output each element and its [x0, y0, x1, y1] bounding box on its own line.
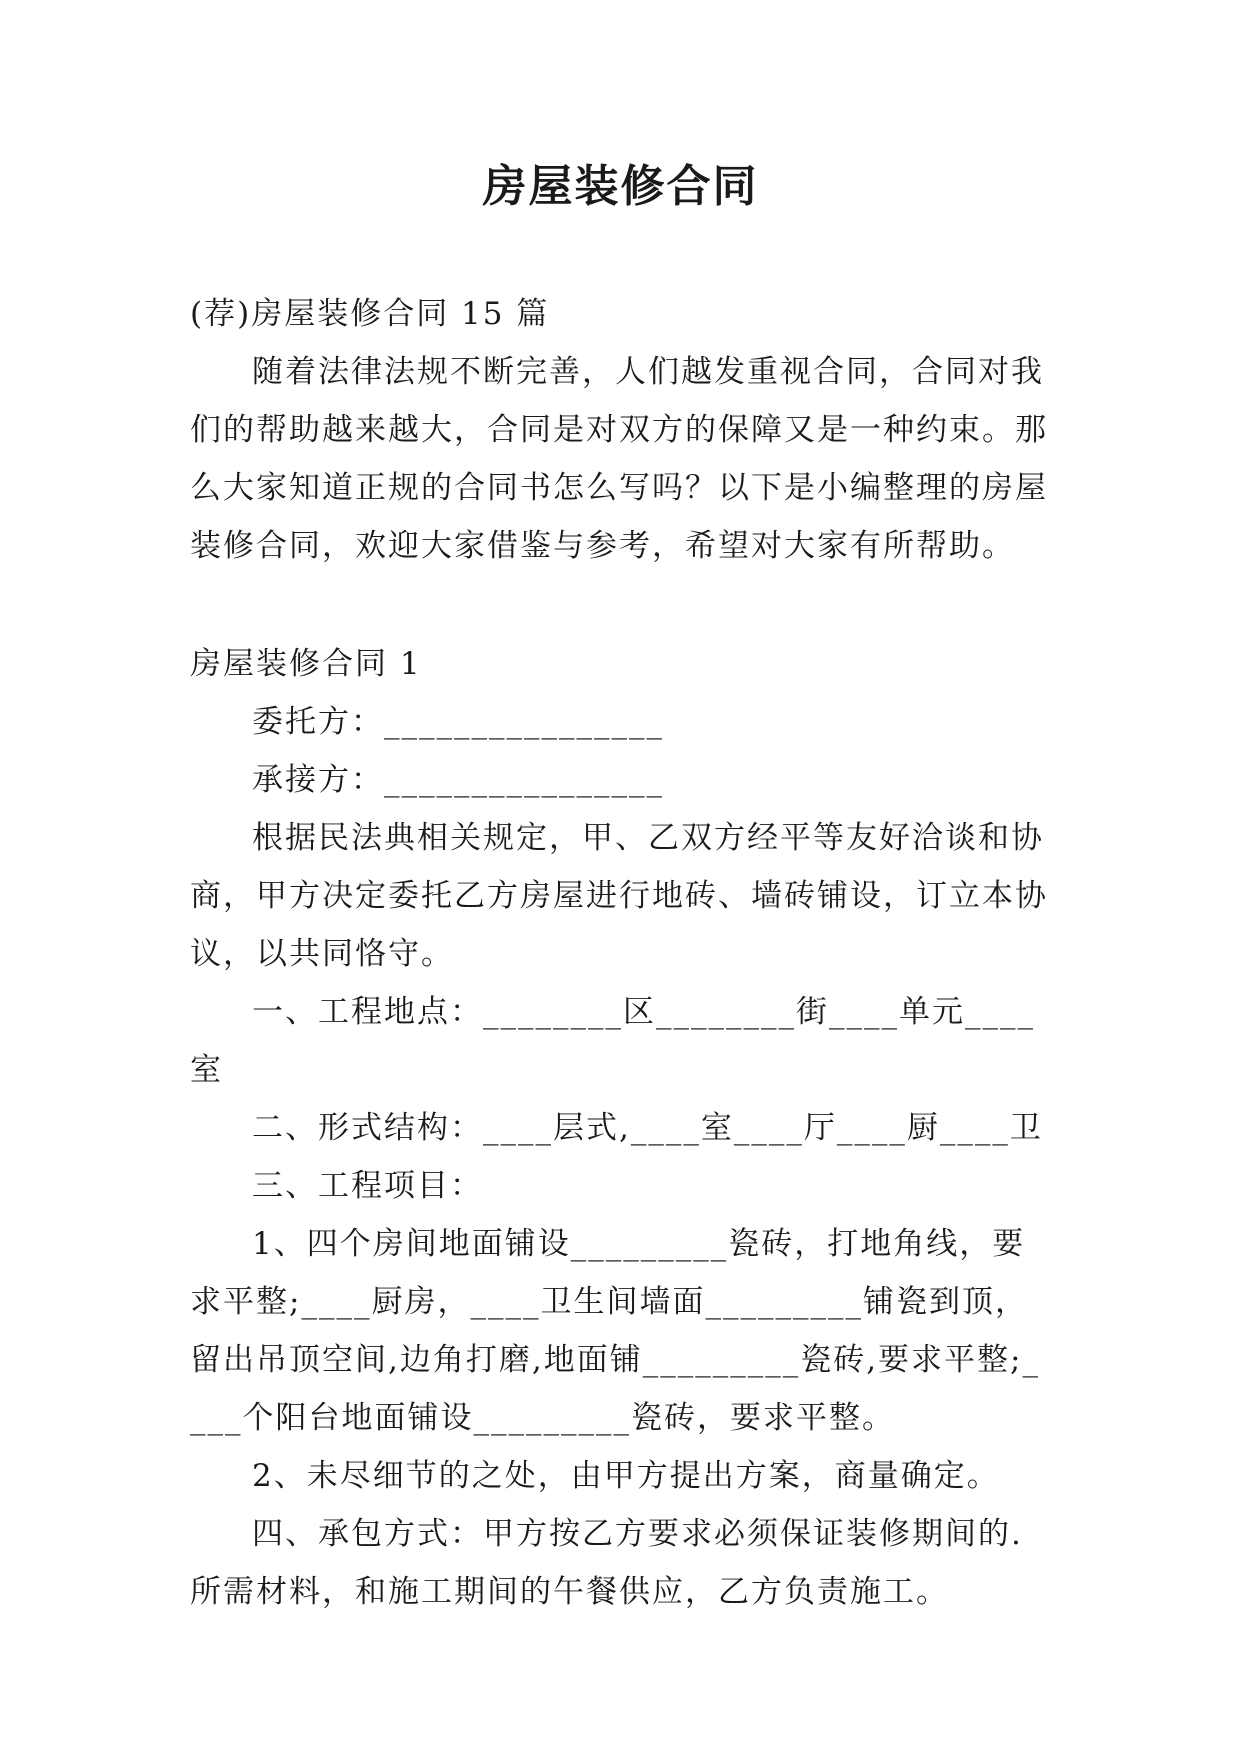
clause-project-items: 三、工程项目： [252, 1168, 483, 1204]
clause-project-item-1: 1、四个房间地面铺设_________瓷砖，打地角线，要求平整;____厨房，____卫生间墙面_________铺瓷到顶，留出吊顶空间,边角打磨,地面铺_________瓷砖,要求平整;____个阳台地面铺设_________瓷砖，要求平整。 [190, 1226, 1041, 1436]
document-title: 房屋装修合同 [482, 161, 759, 212]
section-spacer [190, 575, 1055, 635]
intro-paragraph: 随着法律法规不断完善，人们越发重视合同，合同对我们的帮助越来越大，合同是对双方的保障又是一种约束。那么大家知道正规的合同书怎么写吗？以下是小编整理的房屋装修合同，欢迎大家借鉴与参考，希望对大家有所帮助。 [190, 354, 1048, 564]
clause-structure: 二、形式结构：____层式,____室____厅____厨____卫 [252, 1110, 1043, 1146]
basis-paragraph: 根据民法典相关规定，甲、乙双方经平等友好洽谈和协商，甲方决定委托乙方房屋进行地砖、墙砖铺设，订立本协议，以共同恪守。 [190, 820, 1048, 972]
contractor-party-line: 承接方：________________ [252, 762, 664, 798]
document-body [190, 285, 1055, 1621]
document-subtitle: (荐)房屋装修合同 15 篇 [190, 296, 550, 332]
section-heading: 房屋装修合同 1 [190, 646, 422, 682]
clause-project-location: 一、工程地点：________区________街____单元____室 [190, 994, 1035, 1088]
entrusting-party-line: 委托方：________________ [252, 704, 664, 740]
clause-contract-method: 四、承包方式：甲方按乙方要求必须保证装修期间的.所需材料，和施工期间的午餐供应，乙方负责施工。 [190, 1516, 1023, 1610]
clause-project-item-2: 2、未尽细节的之处，由甲方提出方案，商量确定。 [252, 1458, 1000, 1494]
